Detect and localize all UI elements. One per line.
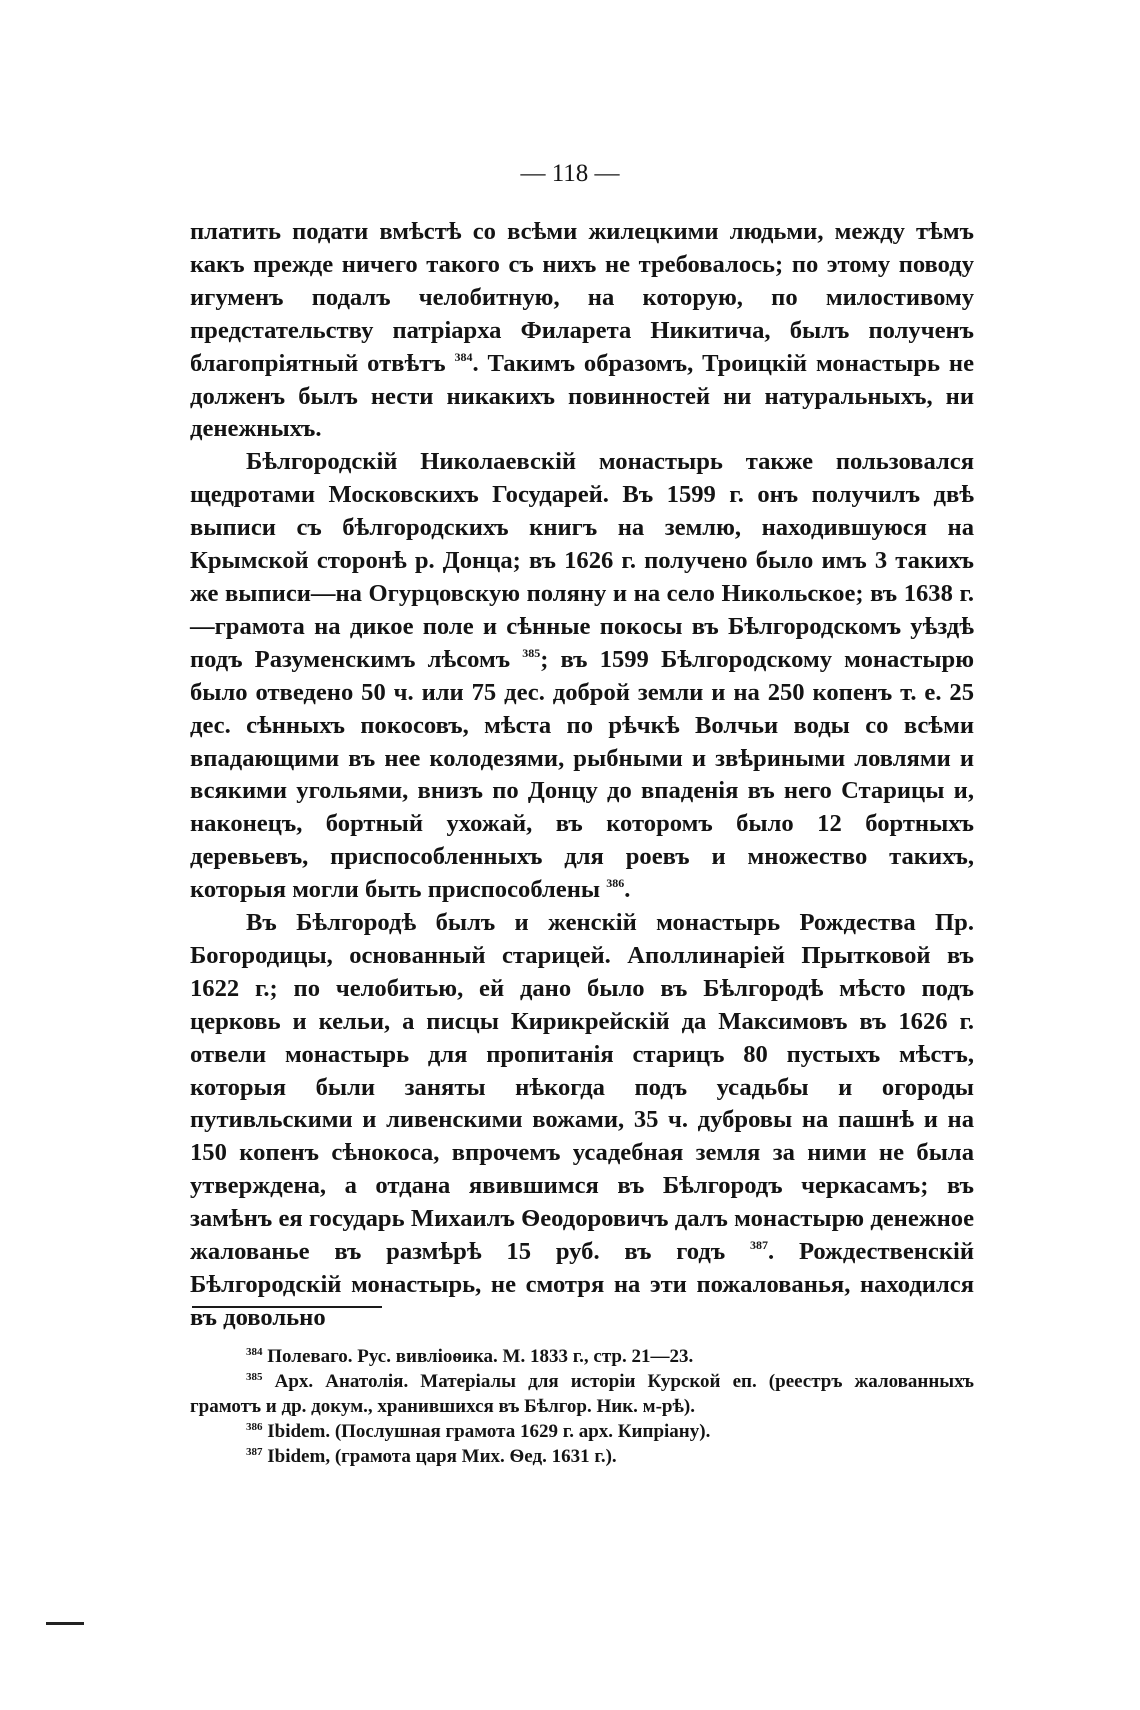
footnote-separator (192, 1306, 382, 1308)
paragraph-2 (190, 446, 974, 907)
footnote-ref-385: 385 (522, 645, 541, 660)
margin-mark (46, 1622, 84, 1625)
footnote-384 (190, 1344, 974, 1369)
text-segment: платить подати вмѣстѣ со всѣми жилецкими людьми, между тѣмъ какъ прежде ничего такого съ нихъ не требовалось; по этому поводу игуменъ подалъ челобитную, на которую, по милостивому предстательству патріарха Филарета Никитича, былъ полученъ благопріятный отвѣтъ (190, 218, 974, 377)
footnote-number: 386 (246, 1421, 263, 1433)
footnote-text: Полеваго. Рус. вивліоѳика. М. 1833 г., стр. 21—23. (267, 1346, 694, 1367)
text-segment: Въ Бѣлгородѣ былъ и женскій монастырь Рождества Пр. Богородицы, основанный старицей. Аполлинаріей Прытковой въ 1622 г.; по челобитью, ей дано было въ Бѣлгородѣ мѣсто подъ церковь и кельи, а писцы Кирикрейскій да Максимовъ въ 1626 г. отвели монастырь для пропитанія старицъ 80 пустыхъ мѣстъ, которыя были заняты нѣкогда подъ усадьбы и огороды путивльскими и ливенскими вожами, 35 ч. дубровы на пашнѣ и на 150 копенъ сѣнокоса, впрочемъ усадебная земля за ними не была утверждена, а отдана явившимся въ Бѣлгородъ черкасамъ; въ замѣнъ ея государь Михаилъ Ѳеодоровичъ далъ монастырю денежное жалованье въ размѣрѣ 15 руб. въ годъ (190, 909, 974, 1266)
footnote-386 (190, 1419, 974, 1444)
footnote-ref-387: 387 (750, 1238, 768, 1253)
body-text (190, 216, 974, 1335)
text-segment: Бѣлгородскій Николаевскій монастырь также пользовался щедротами Московскихъ Государей. Въ 1599 г. онъ получилъ двѣ выписи съ бѣлгородскихъ книгъ на землю, находившуюся на Крымской сторонѣ р. Донца; въ 1626 г. получено было имъ 3 такихъ же выписи—на Огурцовскую поляну и на село Никольское; въ 1638 г.—грамота на дикое поле и сѣнные покосы въ Бѣлгородскомъ уѣздѣ подъ Разуменскимъ лѣсомъ (190, 448, 974, 673)
footnote-387 (190, 1444, 974, 1469)
footnote-text: Ibidem, (грамота царя Мих. Ѳед. 1631 г.). (267, 1446, 617, 1467)
page-number: — 118 — (520, 160, 620, 187)
footnote-ref-384: 384 (454, 349, 473, 364)
paragraph-1 (190, 216, 974, 446)
text-segment: . Такимъ образомъ, Троицкій монастырь не долженъ былъ нести никакихъ повинностей ни натуральныхъ, ни денежныхъ. (190, 349, 974, 443)
footnotes (190, 1344, 974, 1469)
footnote-text: Арх. Анатолія. Матеріалы для исторіи Курской еп. (реестръ жалованныхъ грамотъ и др. докум., хранившихся въ Бѣлгор. Ник. м-рѣ). (190, 1371, 974, 1417)
footnote-text: Ibidem. (Послушная грамота 1629 г. арх. Кипріану). (267, 1421, 711, 1442)
footnote-ref-386: 386 (606, 876, 625, 891)
footnote-385 (190, 1369, 974, 1419)
text-segment: . (624, 876, 631, 904)
footnote-number: 384 (246, 1346, 263, 1358)
footnote-number: 385 (246, 1371, 263, 1383)
text-segment: . Рождественскій Бѣлгородскій монастырь, не смотря на эти пожалованья, находился въ довольно (190, 1238, 975, 1331)
text-segment: ; въ 1599 Бѣлгородскому монастырю было отведено 50 ч. или 75 дес. доброй земли и на 250 копенъ т. е. 25 дес. сѣнныхъ покосовъ, мѣста по рѣчкѣ Волчьи воды со всѣми впадающими въ нее колодезями, рыбными и звѣриными ловлями и всякими угольями, внизъ по Донцу до впаденія въ него Старицы и, наконецъ, бортный ухожай, въ которомъ было 12 бортныхъ деревьевъ, приспособленныхъ для роевъ и множество такихъ, которыя могли быть приспособлены (190, 645, 974, 904)
footnote-number: 387 (246, 1446, 263, 1458)
paragraph-3 (190, 907, 974, 1335)
